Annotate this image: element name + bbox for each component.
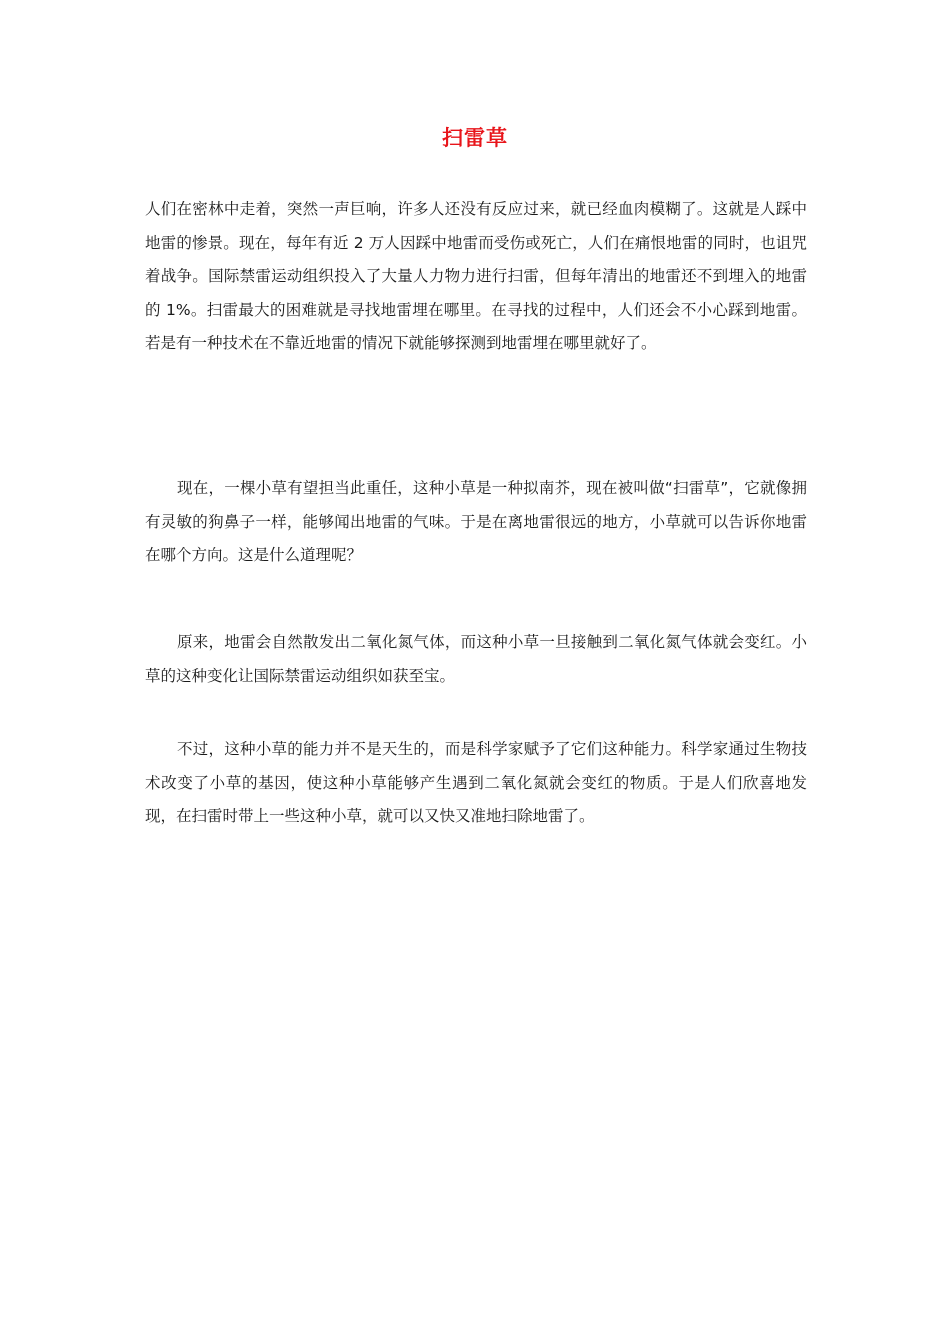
- paragraph-1: 人们在密林中走着，突然一声巨响，许多人还没有反应过来，就已经血肉模糊了。这就是人踩中地雷的惨景。现在，每年有近 2 万人因踩中地雷而受伤或死亡，人们在痛恨地雷的同时，也诅咒着战争。国际禁雷运动组织投入了大量人力物力进行扫雷，但每年清出的地雷还不到埋入的地雷的 1%。扫雷最大的困难就是寻找地雷埋在哪里。在寻找的过程中，人们还会不小心踩到地雷。若是有一种技术在不靠近地雷的情况下就能够探测到地雷埋在哪里就好了。: [145, 200, 807, 352]
- paragraph-2: 现在，一棵小草有望担当此重任，这种小草是一种拟南芥，现在被叫做“扫雷草”，它就像拥有灵敏的狗鼻子一样，能够闻出地雷的气味。于是在离地雷很远的地方，小草就可以告诉你地雷在哪个方向。这是什么道理呢？: [145, 479, 807, 564]
- document-title: 扫雷草: [442, 126, 508, 150]
- paragraph-3: 原来，地雷会自然散发出二氧化氮气体，而这种小草一旦接触到二氧化氮气体就会变红。小草的这种变化让国际禁雷运动组织如获至宝。: [145, 633, 807, 685]
- paragraph-4: 不过，这种小草的能力并不是天生的，而是科学家赋予了它们这种能力。科学家通过生物技术改变了小草的基因，使这种小草能够产生遇到二氧化氮就会变红的物质。于是人们欣喜地发现，在扫雷时带上一些这种小草，就可以又快又准地扫除地雷了。: [145, 740, 807, 825]
